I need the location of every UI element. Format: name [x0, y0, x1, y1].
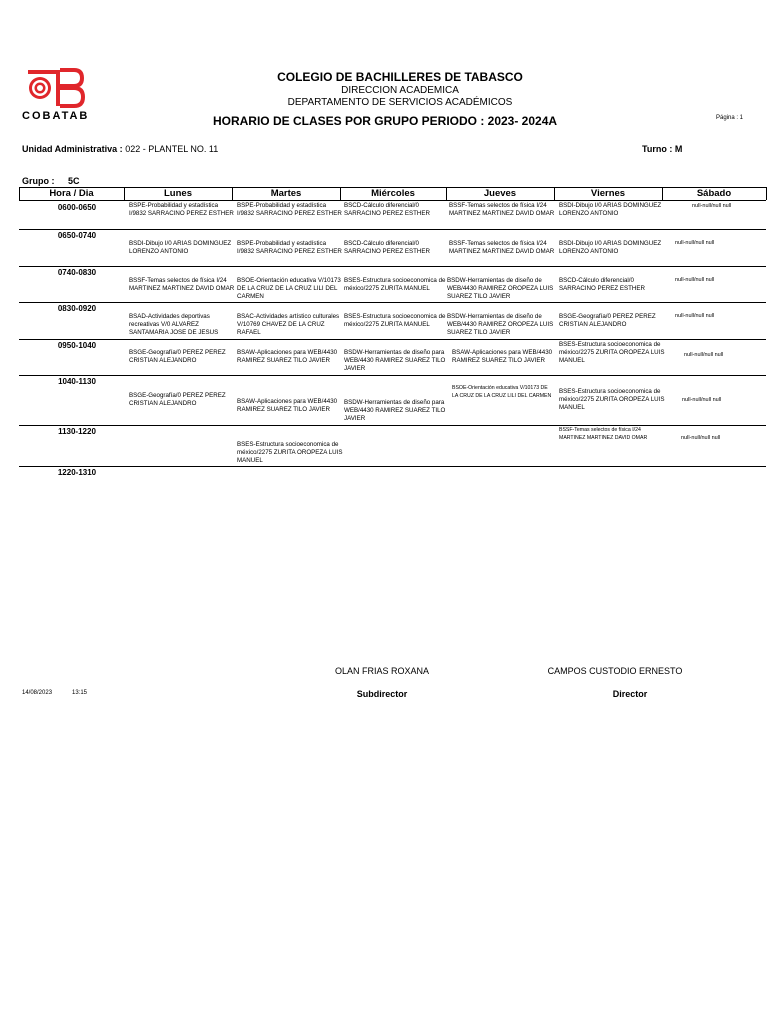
class-cell: BSDW-Herramientas de diseño de WEB/4430 RAMIREZ OROPEZA LUIS SUAREZ TILO JAVIER: [447, 313, 554, 336]
subdirector-name: OLAN FRIAS ROXANA: [334, 666, 430, 676]
class-cell: BSAW-Aplicaciones para WEB/4430 RAMIREZ SUAREZ TILO JAVIER: [237, 398, 338, 413]
direction-name: DIRECCION ACADEMICA: [341, 85, 459, 96]
class-cell: BSOE-Orientación educativa V/10173 DE LA CRUZ DE LA CRUZ LILI DEL CARMEN: [237, 277, 341, 300]
row-divider: [19, 339, 766, 340]
row-divider: [19, 375, 766, 376]
class-cell: BSGE-Geografía/0 PEREZ PEREZ CRISTIAN ALEJANDRO: [129, 349, 226, 364]
print-date: 14/08/2023: [22, 690, 53, 696]
saturday-cell: null-null/null null: [681, 435, 721, 441]
class-cell: BSAW-Aplicaciones para WEB/4430 RAMIREZ SUAREZ TILO JAVIER: [237, 349, 338, 364]
saturday-cell: null-null/null null: [675, 313, 715, 319]
saturday-cell: null-null/null null: [682, 397, 722, 403]
unidad-value: 022 - PLANTEL NO. 11: [122, 144, 219, 154]
department-name: DEPARTAMENTO DE SERVICIOS ACADÉMICOS: [287, 97, 513, 108]
col-hora: Hora / Dia: [49, 188, 94, 199]
row-divider: [19, 266, 766, 267]
divider: [766, 187, 767, 200]
row-divider: [19, 466, 766, 467]
time-slot: 0830-0920: [57, 304, 97, 313]
col-viernes: Viernes: [590, 188, 626, 199]
class-cell: BSOE-Orientación educativa V/10173 DE LA CRUZ DE LA CRUZ LILI DEL CARMEN: [452, 385, 552, 399]
saturday-cell: null-null/null null: [684, 352, 724, 358]
divider: [124, 187, 125, 200]
class-cell: BSES-Estructura socioeconomica de méxico/2275 ZURITA OROPEZA LUIS MANUEL: [559, 341, 665, 364]
class-cell: BSES-Estructura socioeconomica de méxico/2275 ZURITA MANUEL: [344, 313, 446, 328]
class-cell: BSDW-Herramientas de diseño para WEB/4430 RAMIREZ SUAREZ TILO JAVIER: [344, 349, 446, 372]
row-divider: [19, 229, 766, 230]
unidad-label: Unidad Administrativa :: [22, 144, 123, 154]
saturday-cell: null-null/null null: [675, 240, 715, 246]
director-role: Director: [612, 689, 648, 699]
page-number: Página : 1: [716, 115, 744, 121]
col-sabado: Sábado: [696, 188, 732, 199]
time-slot: 0650-0740: [57, 231, 97, 240]
class-cell: BSES-Estructura socioeconomica de méxico/2275 ZURITA MANUEL: [344, 277, 446, 292]
time-slot: 0950-1040: [57, 341, 97, 350]
grupo-value: 5C: [68, 176, 80, 186]
class-cell: BSDI-Dibujo I/0 ARIAS DOMINGUEZ LORENZO ANTONIO: [129, 240, 232, 255]
class-cell: BSGE-Geografía/0 PEREZ PEREZ CRISTIAN ALEJANDRO: [129, 392, 226, 407]
logo-text: COBATAB: [22, 110, 90, 122]
turno: Turno : M: [642, 144, 683, 154]
divider: [340, 187, 341, 200]
class-cell: BSDW-Herramientas de diseño de WEB/4430 RAMIREZ OROPEZA LUIS SUAREZ TILO JAVIER: [447, 277, 554, 300]
col-jueves: Jueves: [483, 188, 517, 199]
time-slot: 1040-1130: [58, 377, 96, 386]
time-slot: 0740-0830: [57, 268, 97, 277]
divider: [19, 187, 20, 200]
class-cell: BSSF-Temas selectos de física I/24 MARTINEZ MARTINEZ DAVID OMAR: [129, 277, 235, 292]
class-cell: BSSF-Temas selectos de física I/24 MARTINEZ MARTINEZ DAVID OMAR: [559, 427, 648, 441]
class-cell: BSDI-Dibujo I/0 ARIAS DOMINGUEZ LORENZO ANTONIO: [559, 202, 662, 217]
row-divider: [19, 425, 766, 426]
class-cell: BSPE-Probabilidad y estadística I/9832 SARRACINO PEREZ ESTHER: [237, 202, 342, 217]
class-cell: BSES-Estructura socioeconomica de méxico/2275 ZURITA OROPEZA LUIS MANUEL: [559, 388, 665, 411]
divider: [446, 187, 447, 200]
col-martes: Martes: [270, 188, 302, 199]
class-cell: BSCD-Cálculo diferencial/0 SARRACINO PEREZ ESTHER: [344, 202, 430, 217]
subdirector-role: Subdirector: [356, 689, 408, 699]
schedule-title: HORARIO DE CLASES POR GRUPO PERIODO : 2023- 2024A: [212, 114, 558, 128]
col-lunes: Lunes: [164, 188, 192, 199]
class-cell: BSPE-Probabilidad y estadística I/9832 SARRACINO PEREZ ESTHER: [237, 240, 342, 255]
class-cell: BSSF-Temas selectos de física I/24 MARTINEZ MARTINEZ DAVID OMAR: [449, 240, 555, 255]
time-slot: 1220-1310: [57, 468, 97, 477]
class-cell: BSGE-Geografía/0 PEREZ PEREZ CRISTIAN ALEJANDRO: [559, 313, 656, 328]
class-cell: BSDI-Dibujo I/0 ARIAS DOMINGUEZ LORENZO ANTONIO: [559, 240, 662, 255]
saturday-cell: null-null/null null: [692, 203, 732, 209]
class-cell: BSAC-Actividades artístico culturales V/10769 CHAVEZ DE LA CRUZ RAFAEL: [237, 313, 340, 336]
class-cell: BSAW-Aplicaciones para WEB/4430 RAMIREZ SUAREZ TILO JAVIER: [452, 349, 553, 364]
class-cell: BSES-Estructura socioeconomica de méxico/2275 ZURITA OROPEZA LUIS MANUEL: [237, 441, 343, 464]
director-name: CAMPOS CUSTODIO ERNESTO: [547, 666, 683, 676]
divider: [554, 187, 555, 200]
college-name: COLEGIO DE BACHILLERES DE TABASCO: [277, 70, 523, 84]
divider: [662, 187, 663, 200]
print-time: 13:15: [72, 690, 88, 696]
row-divider: [19, 302, 766, 303]
unidad-administrativa: [22, 144, 218, 154]
schedule-table-header: [19, 187, 766, 201]
class-cell: BSCD-Cálculo diferencial/0 SARRACINO PEREZ ESTHER: [344, 240, 430, 255]
class-cell: BSSF-Temas selectos de física I/24 MARTINEZ MARTINEZ DAVID OMAR: [449, 202, 555, 217]
class-cell: BSCD-Cálculo diferencial/0 SARRACINO PEREZ ESTHER: [559, 277, 645, 292]
cobatab-emblem-icon: [26, 68, 86, 108]
class-cell: BSDW-Herramientas de diseño para WEB/4430 RAMIREZ SUAREZ TILO JAVIER: [344, 399, 446, 422]
time-slot: 0600-0650: [57, 203, 97, 212]
class-cell: BSPE-Probabilidad y estadística I/9832 SARRACINO PEREZ ESTHER: [129, 202, 234, 217]
grupo-label: Grupo :: [22, 176, 55, 186]
class-cell: BSAD-Actividades deportivas recreativas V/0 ALVAREZ SANTAMARIA JOSE DE JESUS: [129, 313, 219, 336]
col-miercoles: Miércoles: [371, 188, 415, 199]
saturday-cell: null-null/null null: [675, 277, 715, 283]
divider: [232, 187, 233, 200]
time-slot: 1130-1220: [58, 427, 96, 436]
